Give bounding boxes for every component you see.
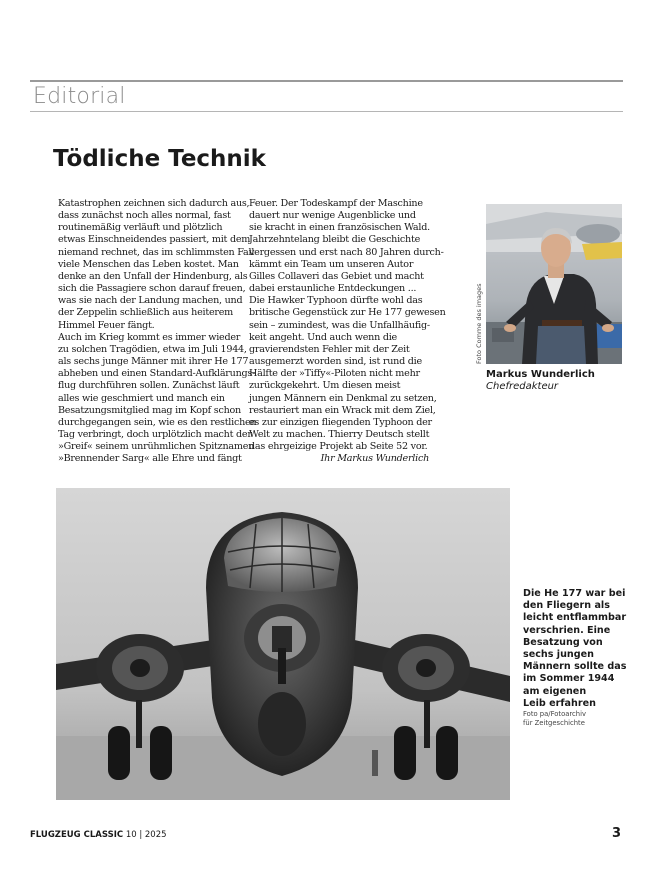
photo-credit [523, 710, 623, 728]
body-line: als sechs junge Männer mit ihrer He 177 [58, 356, 249, 368]
body-line: vergessen und erst nach 80 Jahren durch- [249, 246, 444, 258]
caption-line: Besatzung von [523, 636, 603, 648]
issue-number: 10 | 2025 [125, 830, 167, 840]
body-line: sich die Passagiere schon darauf freuen, [58, 283, 246, 295]
body-line: Jahrzehntelang bleibt die Geschichte [249, 234, 421, 246]
photo-credit-line: Foto pa/Fotoarchiv [523, 710, 586, 718]
body-line: etwas Einschneidendes passiert, mit dem [58, 234, 251, 246]
body-line: routinemäßig verläuft und plötzlich [58, 222, 223, 234]
body-line: dabei erstaunliche Entdeckungen ... [249, 283, 417, 295]
body-line: jungen Männern ein Denkmal zu setzen, [249, 392, 437, 404]
body-column-1 [58, 198, 257, 465]
caption-line: sechs jungen [523, 649, 594, 661]
body-line: denke an den Unfall der Hindenburg, als [58, 270, 248, 282]
photo-caption [523, 588, 627, 710]
headline: Tödliche Technik [53, 146, 266, 172]
body-line: »Greif« seinem unrühmlichen Spitznamen [58, 441, 255, 453]
body-line: Himmel Feuer fängt. [58, 319, 155, 331]
body-line: das ehrgeizige Projekt ab Seite 52 vor. [249, 441, 428, 453]
section-label: Editorial [33, 84, 126, 109]
portrait-credit: Foto Comme des images [475, 283, 483, 364]
body-line: durchgegangen sein, wie es den restlichen [58, 416, 257, 428]
body-line: ausgemerzt worden sind, ist rund die [249, 356, 422, 368]
body-line: dauert nur wenige Augenblicke und [249, 210, 416, 222]
caption-line: Männern sollte das [523, 661, 627, 673]
body-line: sie kracht in einen französischen Wald. [249, 222, 430, 234]
body-line: Welt zu machen. Thierry Deutsch stellt [249, 428, 430, 440]
body-line: Auch im Krieg kommt es immer wieder [58, 331, 241, 343]
caption-line: im Sommer 1944 [523, 673, 615, 685]
body-line: keit angeht. Und auch wenn die [249, 331, 397, 343]
section-rule [30, 111, 623, 112]
body-column-2 [249, 198, 446, 465]
body-line: restauriert man ein Wrack mit dem Ziel, [249, 404, 436, 416]
page-number: 3 [612, 826, 622, 841]
portrait-illustration [486, 204, 622, 364]
body-line: niemand rechnet, das im schlimmsten Fall [58, 246, 255, 258]
caption-line: Die He 177 war bei [523, 588, 626, 599]
body-line: flug durchführen sollen. Zunächst läuft [58, 380, 240, 392]
body-line: britische Gegenstück zur He 177 gewesen [249, 307, 446, 319]
top-rule [30, 80, 623, 82]
body-line: zurückgekehrt. Um diesen meist [249, 380, 401, 392]
signature: Ihr Markus Wunderlich [320, 453, 429, 465]
body-line: gravierendsten Fehler mit der Zeit [249, 343, 410, 355]
body-line: sein – zumindest, was die Unfallhäufig- [249, 319, 430, 331]
body-line: dass zunächst noch alles normal, fast [58, 210, 231, 222]
body-line: der Zeppelin schließlich aus heiterem [58, 307, 233, 319]
body-line: »Brennender Sarg« alle Ehre und fängt [58, 453, 242, 465]
body-line: Tag verbringt, doch urplötzlich macht der [58, 428, 252, 440]
body-line: Feuer. Der Todeskampf der Maschine [249, 198, 423, 209]
body-line: was sie nach der Landung machen, und [58, 295, 243, 307]
editor-portrait [486, 204, 622, 364]
photo-credit-line: für Zeitgeschichte [523, 719, 585, 727]
author-name: Markus Wunderlich [486, 369, 595, 380]
body-line: Katastrophen zeichnen sich dadurch aus, [58, 198, 250, 209]
body-line: zu solchen Tragödien, etwa im Juli 1944, [58, 343, 247, 355]
body-line: es zur einzigen fliegenden Typhoon der [249, 416, 432, 428]
magazine-name: FLUGZEUG CLASSIC [30, 830, 124, 840]
caption-line: Leib erfahren [523, 697, 596, 709]
caption-line: verschrien. Eine [523, 624, 611, 636]
body-line: viele Menschen das Leben kostet. Man [58, 258, 239, 270]
body-line: Gilles Collaveri das Gebiet und macht [249, 270, 424, 282]
footer-magazine [30, 830, 167, 840]
body-line: Die Hawker Typhoon dürfte wohl das [249, 295, 423, 307]
body-line: Besatzungsmitglied mag im Kopf schon [58, 404, 241, 416]
caption-line: am eigenen [523, 685, 587, 697]
caption-line: den Fliegern als [523, 600, 610, 612]
body-line: alles wie geschmiert und manch ein [58, 392, 225, 404]
body-line: abheben und einen Standard-Aufklärungs- [58, 368, 256, 380]
caption-line: leicht entflammbar [523, 612, 627, 624]
body-line: Hälfte der »Tiffy«-Piloten nicht mehr [249, 368, 420, 380]
aircraft-illustration [56, 488, 510, 800]
aircraft-photo [56, 488, 510, 800]
author-role: Chefredakteur [486, 381, 559, 392]
body-line: kämmt ein Team um unseren Autor [249, 258, 414, 270]
